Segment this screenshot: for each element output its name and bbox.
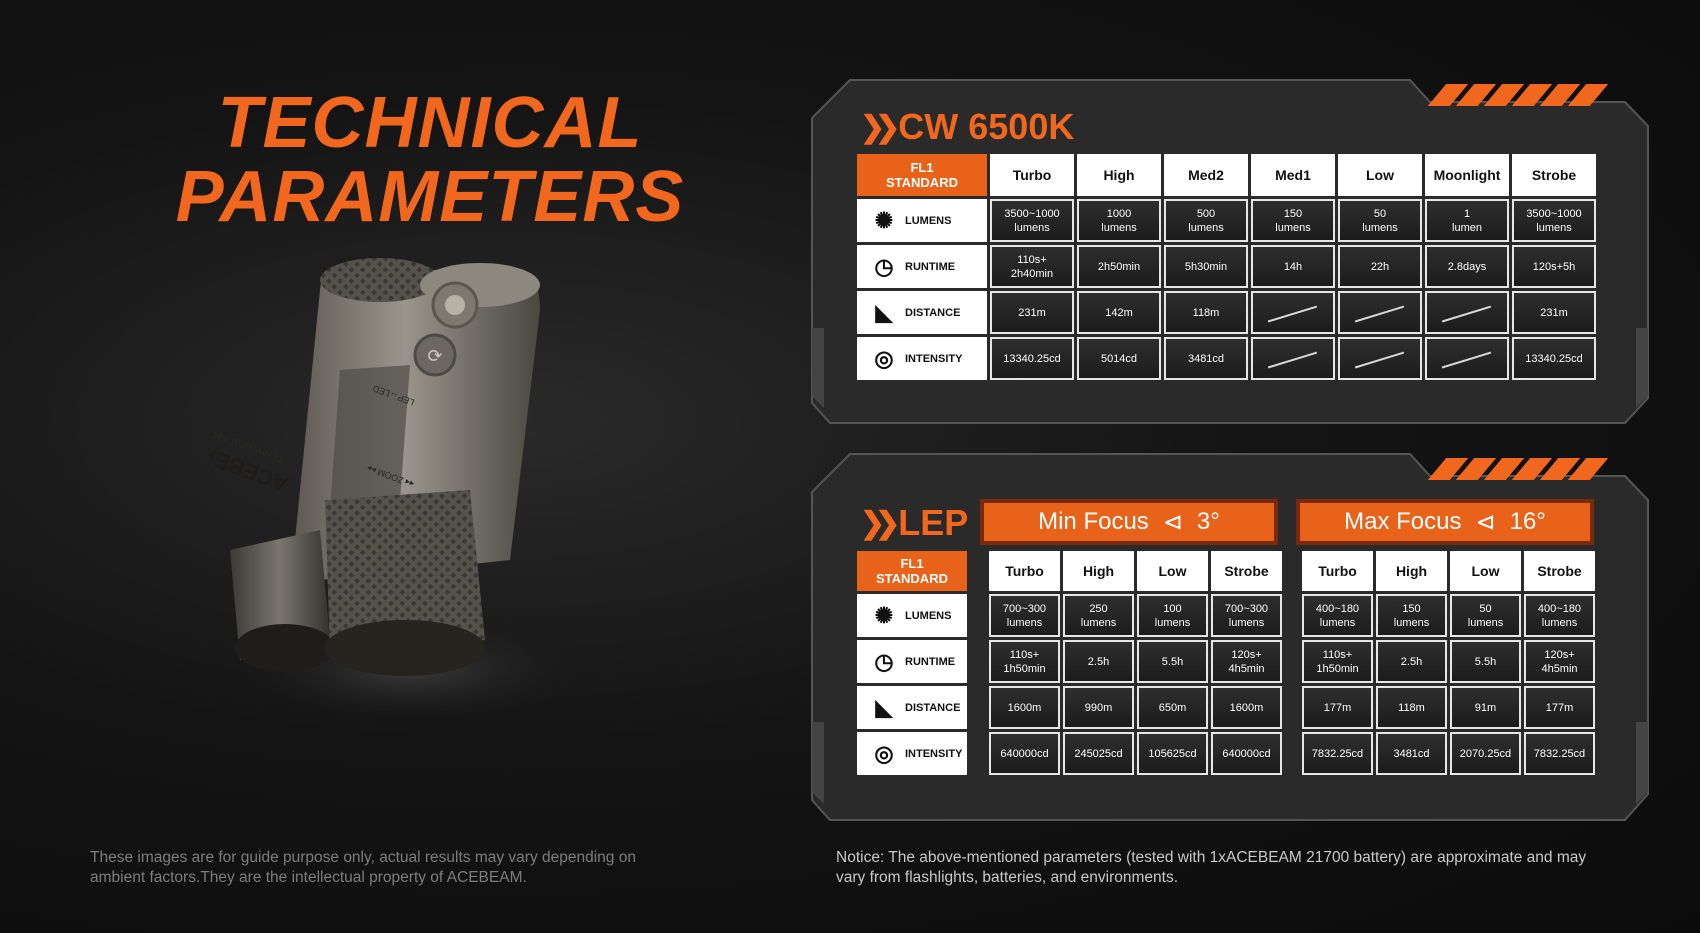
beam-icon: ◣	[875, 299, 893, 325]
value-main: 245025cd	[1074, 747, 1123, 760]
row-label-text: DISTANCE	[905, 306, 961, 319]
value-cell	[989, 732, 1060, 775]
value-main: 150	[1402, 602, 1421, 615]
value-main: 500	[1196, 207, 1216, 220]
title-line-2: PARAMETERS	[175, 157, 685, 237]
not-applicable-cell	[1251, 291, 1335, 334]
value-main: 118m	[1192, 306, 1220, 319]
value-cell	[1211, 640, 1282, 683]
value-main: 120s+	[1544, 648, 1575, 661]
target-icon: ◎	[874, 740, 894, 766]
value-unit: lumens	[1541, 616, 1578, 629]
value-cell	[990, 337, 1074, 380]
value-main: 5014cd	[1100, 352, 1138, 365]
value-unit: lumens	[1275, 221, 1311, 234]
row-label-text: LUMENS	[905, 609, 952, 622]
row-label	[857, 337, 987, 380]
value-cell	[1376, 686, 1447, 729]
value-unit: lumens	[1101, 221, 1137, 234]
value-unit: lumens	[1467, 616, 1504, 629]
value-unit: 1h50min	[1316, 662, 1359, 675]
value-main: 3500~1000	[1004, 207, 1060, 220]
row-label-text: DISTANCE	[905, 701, 961, 714]
value-cell	[1524, 732, 1595, 775]
mode-header: Med2	[1164, 154, 1248, 196]
value-cell	[1512, 337, 1596, 380]
min-focus-banner	[980, 499, 1278, 545]
value-main: 1600m	[1007, 701, 1042, 714]
value-main: 400~180	[1537, 602, 1582, 615]
row-label-text: RUNTIME	[905, 260, 956, 273]
value-cell	[1251, 199, 1335, 242]
value-main: 3500~1000	[1526, 207, 1582, 220]
value-cell	[990, 245, 1074, 288]
value-main: 5.5h	[1161, 655, 1184, 668]
value-main: 120s+5h	[1532, 260, 1576, 273]
lep-panel	[810, 452, 1650, 824]
value-cell	[989, 686, 1060, 729]
value-cell	[1077, 245, 1161, 288]
value-unit: 1h50min	[1003, 662, 1046, 675]
table-row	[857, 199, 1596, 242]
cw-stripes-decor	[1437, 84, 1599, 106]
mode-header: Low	[1450, 551, 1521, 591]
flashlight-product-image	[210, 250, 610, 730]
lep-heading-text: LEP	[898, 502, 969, 543]
title-line-1: TECHNICAL	[217, 83, 643, 163]
value-unit: lumens	[1080, 616, 1117, 629]
value-cell	[1302, 640, 1373, 683]
value-main: 110s+	[1017, 253, 1047, 266]
mode-header: Strobe	[1512, 154, 1596, 196]
parameters-notice: Notice: The above-mentioned parameters (tested with 1xACEBEAM 21700 battery) are approximate and may vary from flashlights, batteries, and environments.	[836, 849, 1587, 886]
mode-header: Turbo	[1302, 551, 1373, 591]
value-unit: lumens	[1319, 616, 1356, 629]
mode-header: Low	[1137, 551, 1208, 591]
value-cell	[1376, 594, 1447, 637]
value-main: 142m	[1105, 306, 1133, 319]
value-main: 7832.25cd	[1533, 747, 1586, 760]
value-cell	[1164, 245, 1248, 288]
value-unit: lumens	[1188, 221, 1224, 234]
value-cell	[1450, 640, 1521, 683]
value-main: 5h30min	[1184, 260, 1228, 273]
row-label	[857, 291, 987, 334]
value-main: 1	[1463, 207, 1471, 220]
product-zoom-label: ◂◂ ZOOM ▸▸	[365, 462, 416, 490]
value-unit: 2h40min	[1010, 267, 1054, 280]
value-main: 50	[1373, 207, 1387, 220]
value-main: 150	[1283, 207, 1303, 220]
page-title	[170, 83, 690, 237]
product-mode-label: LEP↔LED	[371, 383, 416, 408]
min-focus-angle: 3°	[1196, 508, 1220, 535]
value-main: 118m	[1398, 701, 1425, 714]
value-unit: lumens	[1006, 616, 1043, 629]
beam-icon: ◣	[875, 694, 893, 720]
mode-header: High	[1077, 154, 1161, 196]
value-main: 1000	[1106, 207, 1132, 220]
mode-header: Moonlight	[1425, 154, 1509, 196]
value-main: 640000cd	[1222, 747, 1271, 760]
value-main: 13340.25cd	[1525, 352, 1583, 365]
row-label	[857, 686, 967, 729]
table-row	[857, 594, 1595, 637]
value-cell	[1164, 199, 1248, 242]
value-main: 13340.25cd	[1003, 352, 1061, 365]
value-cell	[1211, 594, 1282, 637]
standard-badge: FL1 STANDARD	[857, 154, 987, 196]
value-main: 177m	[1545, 701, 1574, 714]
lep-heading	[860, 502, 968, 544]
mode-header: High	[1063, 551, 1134, 591]
value-unit: lumen	[1452, 221, 1482, 234]
not-applicable-cell	[1425, 291, 1509, 334]
value-unit: lumens	[1228, 616, 1265, 629]
value-main: 2.8days	[1447, 260, 1487, 273]
lep-spec-table	[854, 548, 1598, 778]
value-cell	[1524, 640, 1595, 683]
min-focus-label: Min Focus	[1038, 508, 1149, 535]
cw-panel	[810, 78, 1650, 428]
value-main: 990m	[1084, 701, 1113, 714]
value-cell	[1425, 245, 1509, 288]
table-row	[857, 337, 1596, 380]
not-applicable-cell	[1425, 337, 1509, 380]
value-main: 177m	[1323, 701, 1352, 714]
value-unit: lumens	[1362, 221, 1398, 234]
value-cell	[1137, 640, 1208, 683]
row-label	[857, 199, 987, 242]
value-unit: lumens	[1154, 616, 1191, 629]
burst-icon: ✺	[874, 602, 894, 628]
value-cell	[1512, 291, 1596, 334]
value-unit: 4h5min	[1228, 662, 1265, 675]
value-main: 2070.25cd	[1459, 747, 1512, 760]
value-main: 22h	[1370, 260, 1390, 273]
value-unit: lumens	[1536, 221, 1572, 234]
mode-header: Turbo	[989, 551, 1060, 591]
beam-angle-icon: ⊲	[1475, 508, 1496, 536]
value-cell	[1512, 199, 1596, 242]
value-main: 14h	[1283, 260, 1303, 273]
value-cell	[1338, 199, 1422, 242]
row-label	[857, 640, 967, 683]
value-unit: 4h5min	[1541, 662, 1578, 675]
value-main: 650m	[1158, 701, 1187, 714]
image-disclaimer: These images are for guide purpose only, actual results may vary depending on ambient factors.They are the intellectual property of ACEBEAM.	[90, 849, 636, 886]
value-main: 2h50min	[1097, 260, 1141, 273]
burst-icon: ✺	[874, 207, 894, 233]
value-cell	[989, 640, 1060, 683]
target-icon: ◎	[874, 345, 894, 371]
value-cell	[1211, 732, 1282, 775]
value-cell	[1450, 686, 1521, 729]
chevron-right-icon: ❯❯	[860, 506, 891, 540]
value-cell	[1450, 594, 1521, 637]
value-main: 3481cd	[1187, 352, 1225, 365]
value-main: 105625cd	[1148, 747, 1197, 760]
value-cell	[1450, 732, 1521, 775]
value-cell	[1063, 640, 1134, 683]
row-label-text: INTENSITY	[905, 747, 963, 760]
mode-header: High	[1376, 551, 1447, 591]
value-main: 250	[1089, 602, 1108, 615]
value-cell	[1063, 594, 1134, 637]
value-main: 110s+	[1322, 648, 1353, 661]
cw-heading	[860, 106, 1074, 148]
value-main: 400~180	[1315, 602, 1360, 615]
clock-icon: ◷	[874, 253, 894, 279]
value-cell	[1164, 291, 1248, 334]
not-applicable-cell	[1338, 291, 1422, 334]
not-applicable-cell	[1338, 337, 1422, 380]
value-cell	[1063, 686, 1134, 729]
max-focus-banner	[1296, 499, 1594, 545]
table-row	[857, 732, 1595, 775]
value-cell	[1302, 732, 1373, 775]
row-label-text: LUMENS	[905, 214, 952, 227]
value-unit: lumens	[1393, 616, 1430, 629]
value-cell	[1137, 686, 1208, 729]
value-cell	[1077, 199, 1161, 242]
value-main: 2.5h	[1087, 655, 1110, 668]
row-label	[857, 245, 987, 288]
product-model: Terminator M1	[210, 426, 287, 467]
max-focus-label: Max Focus	[1344, 508, 1462, 535]
value-cell	[1376, 732, 1447, 775]
value-cell	[1077, 337, 1161, 380]
value-cell	[1425, 199, 1509, 242]
value-cell	[1302, 686, 1373, 729]
value-cell	[1137, 594, 1208, 637]
standard-badge: FL1 STANDARD	[857, 551, 967, 591]
clock-icon: ◷	[874, 648, 894, 674]
value-cell	[990, 199, 1074, 242]
value-main: 231m	[1018, 306, 1046, 319]
mode-header: Med1	[1251, 154, 1335, 196]
value-main: 640000cd	[1000, 747, 1049, 760]
mode-header: Low	[1338, 154, 1422, 196]
row-label	[857, 732, 967, 775]
value-main: 700~300	[1224, 602, 1269, 615]
value-main: 120s+	[1231, 648, 1262, 661]
value-cell	[1137, 732, 1208, 775]
value-cell	[1251, 245, 1335, 288]
cw-heading-text: CW 6500K	[898, 106, 1075, 147]
svg-text:⟳: ⟳	[427, 346, 443, 367]
mode-header: Strobe	[1211, 551, 1282, 591]
value-cell	[1376, 640, 1447, 683]
value-cell	[1211, 686, 1282, 729]
lep-stripes-decor	[1437, 458, 1599, 480]
table-row	[857, 245, 1596, 288]
value-main: 231m	[1540, 306, 1568, 319]
value-cell	[1302, 594, 1373, 637]
value-main: 1600m	[1229, 701, 1264, 714]
max-focus-angle: 16°	[1509, 508, 1546, 535]
value-cell	[990, 291, 1074, 334]
value-cell	[1077, 291, 1161, 334]
value-main: 700~300	[1002, 602, 1047, 615]
row-label	[857, 594, 967, 637]
beam-angle-icon: ⊲	[1162, 508, 1183, 536]
value-main: 50	[1479, 602, 1492, 615]
cw-spec-table	[854, 151, 1599, 383]
value-main: 91m	[1474, 701, 1497, 714]
value-cell	[989, 594, 1060, 637]
value-main: 3481cd	[1393, 747, 1430, 760]
product-brand: ACEBEAM	[210, 435, 292, 497]
row-label-text: INTENSITY	[905, 352, 963, 365]
value-cell	[1512, 245, 1596, 288]
value-cell	[1524, 686, 1595, 729]
value-main: 7832.25cd	[1311, 747, 1364, 760]
value-cell	[1524, 594, 1595, 637]
row-label-text: RUNTIME	[905, 655, 956, 668]
mode-header: Strobe	[1524, 551, 1595, 591]
value-main: 5.5h	[1474, 655, 1497, 668]
table-row	[857, 291, 1596, 334]
value-cell	[1338, 245, 1422, 288]
value-main: 110s+	[1009, 648, 1040, 661]
mode-header: Turbo	[990, 154, 1074, 196]
value-cell	[1063, 732, 1134, 775]
not-applicable-cell	[1251, 337, 1335, 380]
chevron-right-icon: ❯❯	[860, 110, 891, 144]
value-main: 2.5h	[1400, 655, 1423, 668]
table-row	[857, 686, 1595, 729]
value-unit: lumens	[1014, 221, 1050, 234]
value-main: 100	[1163, 602, 1182, 615]
table-row	[857, 640, 1595, 683]
value-cell	[1164, 337, 1248, 380]
